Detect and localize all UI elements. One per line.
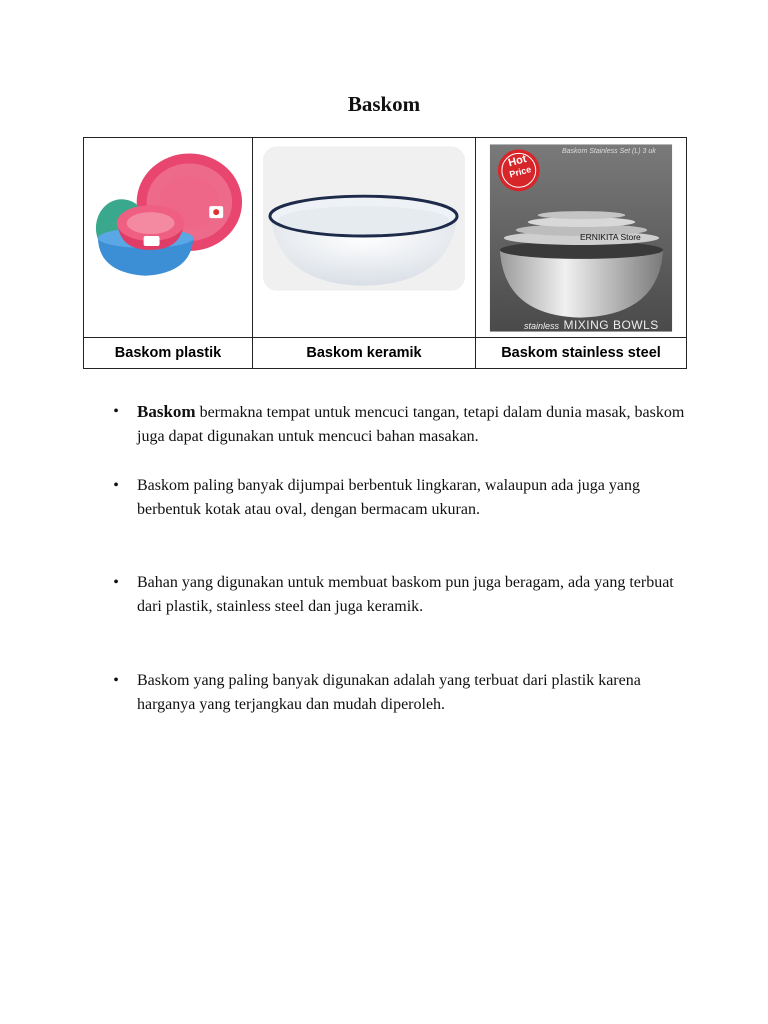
bullet-icon: • bbox=[113, 672, 119, 689]
bullet-icon: • bbox=[113, 477, 119, 494]
ceramic-basin-image bbox=[253, 138, 475, 337]
bullet-text: Baskom yang paling banyak digunakan adalah yang terbuat dari plastik karena harganya yang terjangkau dan mudah diperoleh. bbox=[137, 672, 641, 713]
bullet-bold-term: Baskom bbox=[137, 402, 196, 421]
bullet-point-4 bbox=[109, 669, 699, 717]
bullet-icon: • bbox=[113, 403, 119, 420]
plastic-image-cell bbox=[84, 138, 253, 338]
bullet-text: Bahan yang digunakan untuk membuat baskom pun juga beragam, ada yang terbuat dari plastik, stainless steel dan juga keramik. bbox=[137, 574, 674, 615]
bullet-icon: • bbox=[113, 574, 119, 591]
product-header-text: Baskom Stainless Set (L) 3 uk bbox=[562, 148, 656, 155]
store-name: ERNIKITA Store bbox=[580, 232, 641, 242]
ceramic-image-cell bbox=[253, 138, 476, 338]
product-footer: stainless MIXING BOWLS bbox=[524, 318, 659, 332]
bullet-point-1 bbox=[109, 400, 699, 449]
baskom-image-table bbox=[83, 137, 687, 369]
bullet-text: bermakna tempat untuk mencuci tangan, tetapi dalam dunia masak, baskom juga dapat digunakan untuk mencuci bahan masakan. bbox=[137, 404, 685, 445]
plastic-basin-image bbox=[84, 138, 252, 337]
caption-ceramic: Baskom keramik bbox=[253, 338, 476, 369]
caption-steel: Baskom stainless steel bbox=[476, 338, 687, 369]
hot-price-badge: Hot Price bbox=[507, 153, 533, 180]
caption-plastic: Baskom plastik bbox=[84, 338, 253, 369]
bullet-text: Baskom paling banyak dijumpai berbentuk lingkaran, walaupun ada juga yang berbentuk kotak atau oval, dengan bermacam ukuran. bbox=[137, 477, 640, 518]
bullet-point-3 bbox=[109, 571, 699, 619]
steel-image-cell bbox=[476, 138, 687, 338]
page-title: Baskom bbox=[347, 92, 421, 116]
bullet-list bbox=[109, 400, 699, 717]
steel-basin-image bbox=[476, 138, 686, 337]
bullet-point-2 bbox=[109, 474, 699, 522]
